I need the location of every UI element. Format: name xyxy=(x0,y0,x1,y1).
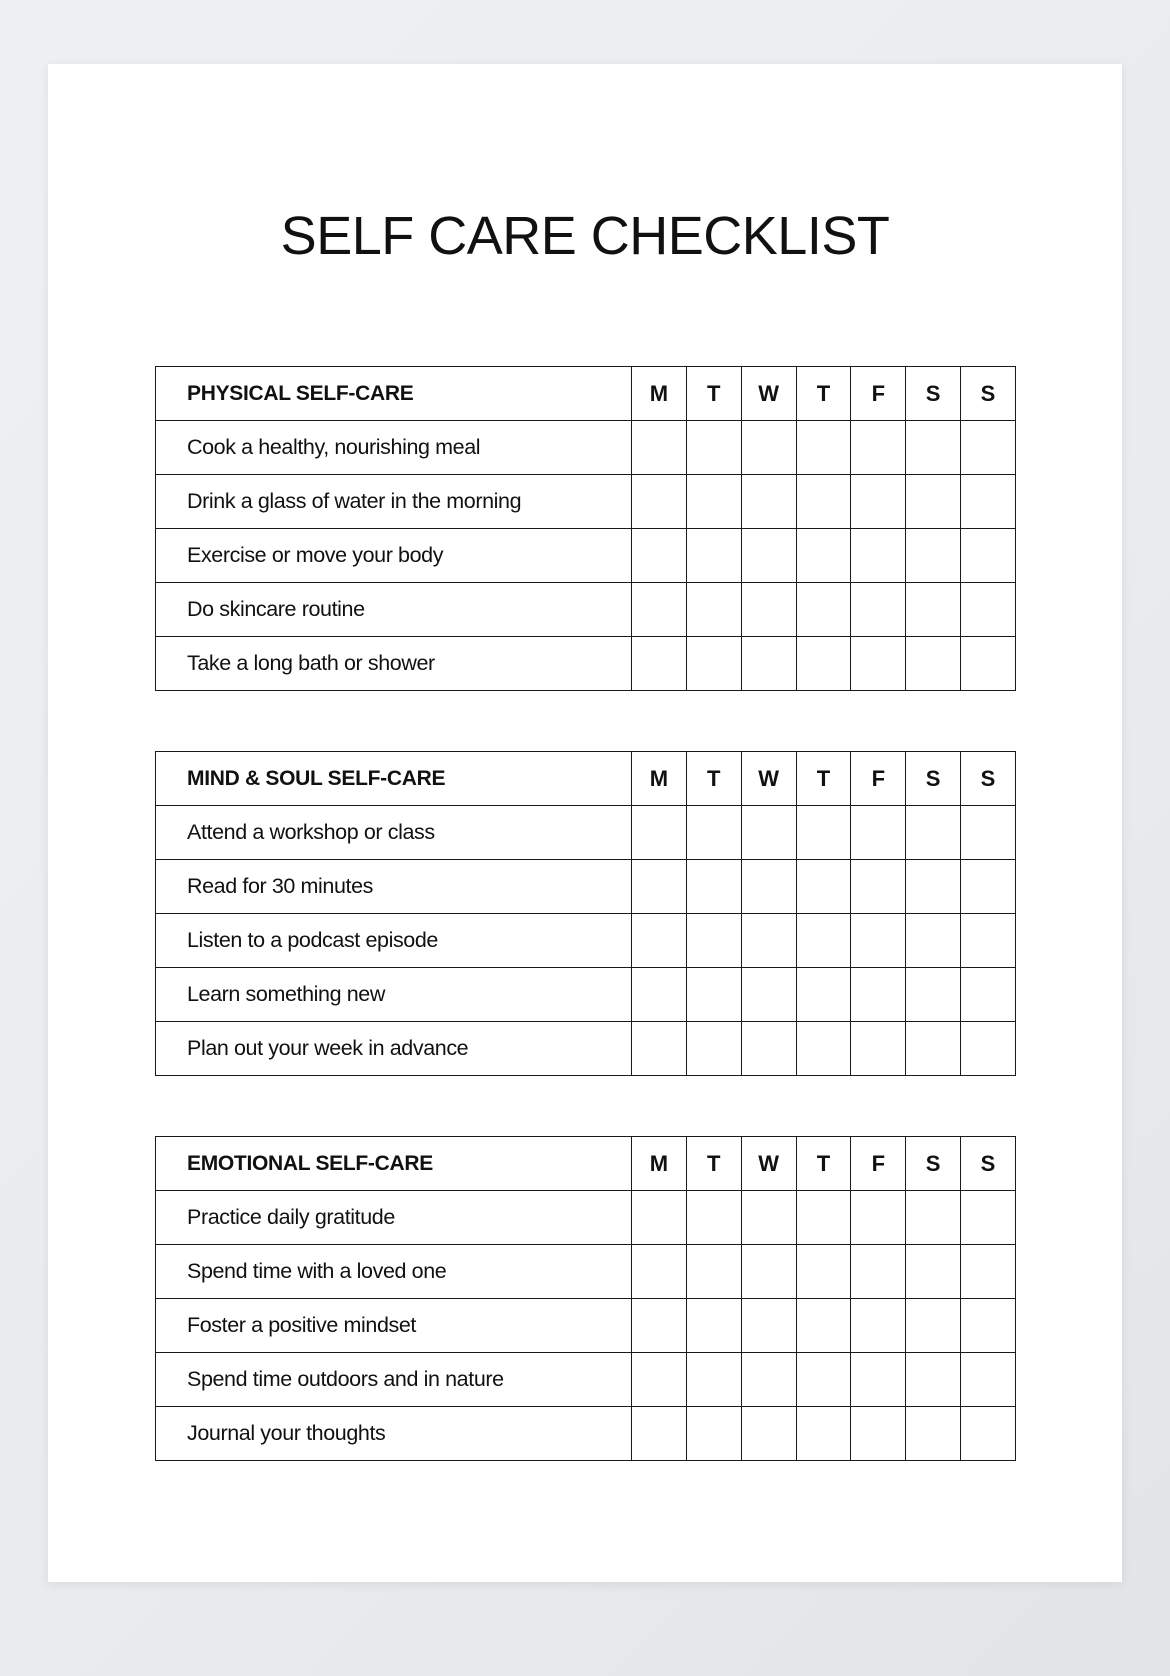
check-cell[interactable] xyxy=(851,1022,906,1076)
check-cell[interactable] xyxy=(961,806,1016,860)
day-header-tue: T xyxy=(686,1137,741,1191)
task-label: Foster a positive mindset xyxy=(156,1299,632,1353)
task-label: Cook a healthy, nourishing meal xyxy=(156,421,632,475)
day-header-thu: T xyxy=(796,1137,851,1191)
check-cell[interactable] xyxy=(632,968,687,1022)
check-cell[interactable] xyxy=(741,637,796,691)
check-cell[interactable] xyxy=(961,1353,1016,1407)
task-label: Journal your thoughts xyxy=(156,1407,632,1461)
check-cell[interactable] xyxy=(851,475,906,529)
check-cell[interactable] xyxy=(632,914,687,968)
check-cell[interactable] xyxy=(961,421,1016,475)
check-cell[interactable] xyxy=(741,860,796,914)
check-cell[interactable] xyxy=(906,1191,961,1245)
day-header-tue: T xyxy=(686,752,741,806)
check-cell[interactable] xyxy=(906,529,961,583)
check-cell[interactable] xyxy=(851,637,906,691)
checklist-sheet xyxy=(48,64,1122,1582)
check-cell[interactable] xyxy=(686,1245,741,1299)
task-label: Exercise or move your body xyxy=(156,529,632,583)
check-cell[interactable] xyxy=(906,1022,961,1076)
check-cell[interactable] xyxy=(686,637,741,691)
table-row xyxy=(156,529,1016,583)
check-cell[interactable] xyxy=(961,968,1016,1022)
emotional-self-care-table xyxy=(155,1136,1016,1461)
check-cell[interactable] xyxy=(906,475,961,529)
check-cell[interactable] xyxy=(741,1407,796,1461)
check-cell[interactable] xyxy=(796,968,851,1022)
task-label: Drink a glass of water in the morning xyxy=(156,475,632,529)
check-cell[interactable] xyxy=(796,529,851,583)
check-cell[interactable] xyxy=(632,1245,687,1299)
task-label: Do skincare routine xyxy=(156,583,632,637)
check-cell[interactable] xyxy=(632,1407,687,1461)
check-cell[interactable] xyxy=(741,475,796,529)
check-cell[interactable] xyxy=(686,1353,741,1407)
task-label: Listen to a podcast episode xyxy=(156,914,632,968)
task-label: Take a long bath or shower xyxy=(156,637,632,691)
table-header-row xyxy=(156,1137,1016,1191)
check-cell[interactable] xyxy=(632,1353,687,1407)
check-cell[interactable] xyxy=(741,914,796,968)
check-cell[interactable] xyxy=(632,806,687,860)
check-cell[interactable] xyxy=(851,914,906,968)
task-label: Plan out your week in advance xyxy=(156,1022,632,1076)
check-cell[interactable] xyxy=(961,529,1016,583)
check-cell[interactable] xyxy=(906,421,961,475)
physical-self-care-table xyxy=(155,366,1016,691)
day-header-sat: S xyxy=(906,367,961,421)
day-header-wed: W xyxy=(741,1137,796,1191)
check-cell[interactable] xyxy=(741,1191,796,1245)
check-cell[interactable] xyxy=(961,1407,1016,1461)
check-cell[interactable] xyxy=(686,1191,741,1245)
day-header-wed: W xyxy=(741,752,796,806)
task-label: Practice daily gratitude xyxy=(156,1191,632,1245)
check-cell[interactable] xyxy=(961,1022,1016,1076)
check-cell[interactable] xyxy=(796,475,851,529)
check-cell[interactable] xyxy=(961,637,1016,691)
table-row xyxy=(156,806,1016,860)
check-cell[interactable] xyxy=(741,583,796,637)
check-cell[interactable] xyxy=(906,1407,961,1461)
check-cell[interactable] xyxy=(632,1022,687,1076)
check-cell[interactable] xyxy=(632,475,687,529)
check-cell[interactable] xyxy=(741,421,796,475)
check-cell[interactable] xyxy=(632,860,687,914)
check-cell[interactable] xyxy=(851,1245,906,1299)
check-cell[interactable] xyxy=(796,860,851,914)
table-row xyxy=(156,1245,1016,1299)
table-row xyxy=(156,1353,1016,1407)
day-header-fri: F xyxy=(851,1137,906,1191)
task-label: Read for 30 minutes xyxy=(156,860,632,914)
table-row xyxy=(156,1191,1016,1245)
day-header-thu: T xyxy=(796,367,851,421)
check-cell[interactable] xyxy=(961,583,1016,637)
check-cell[interactable] xyxy=(851,1299,906,1353)
day-header-thu: T xyxy=(796,752,851,806)
check-cell[interactable] xyxy=(961,860,1016,914)
check-cell[interactable] xyxy=(741,529,796,583)
check-cell[interactable] xyxy=(851,1191,906,1245)
day-header-mon: M xyxy=(632,1137,687,1191)
check-cell[interactable] xyxy=(851,860,906,914)
check-cell[interactable] xyxy=(741,1245,796,1299)
check-cell[interactable] xyxy=(686,806,741,860)
check-cell[interactable] xyxy=(686,1022,741,1076)
table-row xyxy=(156,1299,1016,1353)
check-cell[interactable] xyxy=(796,421,851,475)
table-row xyxy=(156,914,1016,968)
day-header-sun: S xyxy=(961,752,1016,806)
check-cell[interactable] xyxy=(851,806,906,860)
check-cell[interactable] xyxy=(632,529,687,583)
section-heading: PHYSICAL SELF-CARE xyxy=(156,367,632,421)
day-header-sun: S xyxy=(961,1137,1016,1191)
check-cell[interactable] xyxy=(851,1353,906,1407)
check-cell[interactable] xyxy=(961,914,1016,968)
check-cell[interactable] xyxy=(796,583,851,637)
check-cell[interactable] xyxy=(686,1407,741,1461)
check-cell[interactable] xyxy=(796,1353,851,1407)
check-cell[interactable] xyxy=(961,1245,1016,1299)
task-label: Spend time with a loved one xyxy=(156,1245,632,1299)
check-cell[interactable] xyxy=(686,421,741,475)
check-cell[interactable] xyxy=(686,583,741,637)
check-cell[interactable] xyxy=(961,1299,1016,1353)
mind-soul-self-care-table xyxy=(155,751,1016,1076)
task-label: Learn something new xyxy=(156,968,632,1022)
check-cell[interactable] xyxy=(632,637,687,691)
check-cell[interactable] xyxy=(906,806,961,860)
check-cell[interactable] xyxy=(906,860,961,914)
task-label: Spend time outdoors and in nature xyxy=(156,1353,632,1407)
check-cell[interactable] xyxy=(741,806,796,860)
check-cell[interactable] xyxy=(796,1299,851,1353)
check-cell[interactable] xyxy=(796,637,851,691)
table-row xyxy=(156,1407,1016,1461)
check-cell[interactable] xyxy=(906,1299,961,1353)
section-heading: MIND & SOUL SELF-CARE xyxy=(156,752,632,806)
check-cell[interactable] xyxy=(632,583,687,637)
check-cell[interactable] xyxy=(686,475,741,529)
check-cell[interactable] xyxy=(741,968,796,1022)
day-header-fri: F xyxy=(851,367,906,421)
check-cell[interactable] xyxy=(796,1022,851,1076)
day-header-fri: F xyxy=(851,752,906,806)
check-cell[interactable] xyxy=(741,1299,796,1353)
table-header-row xyxy=(156,367,1016,421)
check-cell[interactable] xyxy=(851,1407,906,1461)
check-cell[interactable] xyxy=(906,1353,961,1407)
check-cell[interactable] xyxy=(686,529,741,583)
check-cell[interactable] xyxy=(686,1299,741,1353)
check-cell[interactable] xyxy=(686,860,741,914)
day-header-wed: W xyxy=(741,367,796,421)
check-cell[interactable] xyxy=(741,1353,796,1407)
section-heading: EMOTIONAL SELF-CARE xyxy=(156,1137,632,1191)
table-row xyxy=(156,583,1016,637)
check-cell[interactable] xyxy=(632,421,687,475)
check-cell[interactable] xyxy=(906,637,961,691)
check-cell[interactable] xyxy=(851,968,906,1022)
check-cell[interactable] xyxy=(851,529,906,583)
task-label: Attend a workshop or class xyxy=(156,806,632,860)
check-cell[interactable] xyxy=(796,914,851,968)
check-cell[interactable] xyxy=(851,421,906,475)
table-row xyxy=(156,1022,1016,1076)
check-cell[interactable] xyxy=(906,914,961,968)
day-header-mon: M xyxy=(632,752,687,806)
table-row xyxy=(156,475,1016,529)
table-row xyxy=(156,860,1016,914)
day-header-tue: T xyxy=(686,367,741,421)
check-cell[interactable] xyxy=(906,1245,961,1299)
table-row xyxy=(156,421,1016,475)
table-header-row xyxy=(156,752,1016,806)
page-title: SELF CARE CHECKLIST xyxy=(280,206,890,266)
check-cell[interactable] xyxy=(632,1299,687,1353)
check-cell[interactable] xyxy=(796,806,851,860)
check-cell[interactable] xyxy=(906,583,961,637)
check-cell[interactable] xyxy=(961,1191,1016,1245)
day-header-sat: S xyxy=(906,752,961,806)
check-cell[interactable] xyxy=(741,1022,796,1076)
check-cell[interactable] xyxy=(961,475,1016,529)
day-header-mon: M xyxy=(632,367,687,421)
check-cell[interactable] xyxy=(906,968,961,1022)
check-cell[interactable] xyxy=(632,1191,687,1245)
check-cell[interactable] xyxy=(686,968,741,1022)
table-row xyxy=(156,637,1016,691)
check-cell[interactable] xyxy=(686,914,741,968)
check-cell[interactable] xyxy=(796,1191,851,1245)
check-cell[interactable] xyxy=(851,583,906,637)
table-row xyxy=(156,968,1016,1022)
day-header-sun: S xyxy=(961,367,1016,421)
day-header-sat: S xyxy=(906,1137,961,1191)
check-cell[interactable] xyxy=(796,1245,851,1299)
check-cell[interactable] xyxy=(796,1407,851,1461)
